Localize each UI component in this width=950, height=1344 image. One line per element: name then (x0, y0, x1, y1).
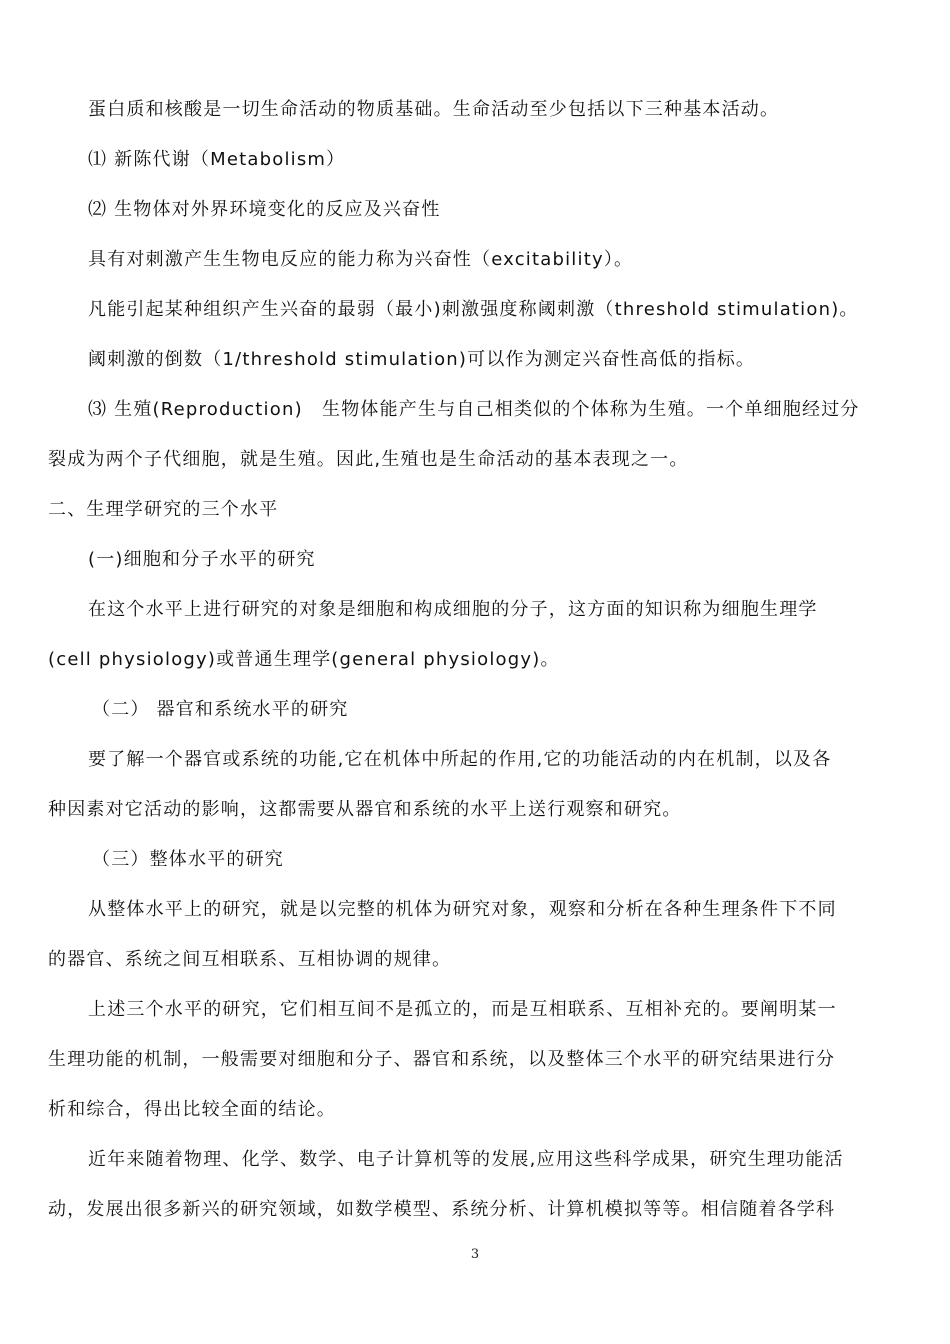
section-heading-levels: 二、生理学研究的三个水平 (48, 499, 279, 520)
paragraph-threshold-definition: 凡能引起某种组织产生兴奋的最弱（最小)刺激强度称阈刺激（threshold stimulation)。 (88, 299, 859, 320)
paragraph-cell-level-continued: (cell physiology)或普通生理学(general physiology)。 (48, 649, 560, 670)
paragraph-threshold-reciprocal: 阈刺激的倒数（1/threshold stimulation)可以作为测定兴奋性高低的指标。 (88, 349, 756, 370)
subheading-organ-system: （二） 器官和系统水平的研究 (92, 699, 349, 720)
paragraph-recent-developments: 近年来随着物理、化学、数学、电子计算机等的发展,应用这些科学成果，研究生理功能活 (88, 1149, 844, 1170)
subheading-whole-body: （三）整体水平的研究 (92, 849, 284, 870)
list-item-metabolism: ⑴ 新陈代谢（Metabolism） (88, 149, 346, 170)
paragraph-cell-level: 在这个水平上进行研究的对象是细胞和构成细胞的分子，这方面的知识称为细胞生理学 (88, 599, 818, 620)
page-number: 3 (470, 1247, 480, 1262)
paragraph-excitability-definition: 具有对刺激产生生物电反应的能力称为兴奋性（excitability）。 (88, 249, 634, 270)
list-item-reproduction: ⑶ 生殖(Reproduction) 生物体能产生与自己相类似的个体称为生殖。一个单细胞经过分 (88, 399, 860, 420)
paragraph-intro: 蛋白质和核酸是一切生命活动的物质基础。生命活动至少包括以下三种基本活动。 (88, 99, 780, 120)
paragraph-recent-developments-continued: 动，发展出很多新兴的研究领域，如数学模型、系统分析、计算机模拟等等。相信随着各学科 (48, 1199, 836, 1220)
paragraph-organ-level-continued: 种因素对它活动的影响，这都需要从器官和系统的水平上送行观察和研究。 (48, 799, 682, 820)
subheading-cell-molecular: (一)细胞和分子水平的研究 (88, 549, 316, 570)
paragraph-whole-body: 从整体水平上的研究，就是以完整的机体为研究对象，观察和分析在各种生理条件下不同 (88, 899, 837, 920)
paragraph-whole-body-continued: 的器官、系统之间互相联系、互相协调的规律。 (48, 949, 452, 970)
paragraph-integration: 上述三个水平的研究，它们相互间不是孤立的，而是互相联系、互相补充的。要阐明某一 (88, 999, 837, 1020)
paragraph-integration-line-2: 生理功能的机制，一般需要对细胞和分子、器官和系统，以及整体三个水平的研究结果进行分 (48, 1049, 836, 1070)
paragraph-organ-level: 要了解一个器官或系统的功能,它在机体中所起的作用,它的功能活动的内在机制，以及各 (88, 749, 832, 770)
paragraph-reproduction-continued: 裂成为两个子代细胞，就是生殖。因此,生殖也是生命活动的基本表现之一。 (48, 449, 689, 470)
paragraph-integration-line-3: 析和综合，得出比较全面的结论。 (48, 1099, 336, 1120)
list-item-excitability: ⑵ 生物体对外界环境变化的反应及兴奋性 (88, 199, 441, 220)
